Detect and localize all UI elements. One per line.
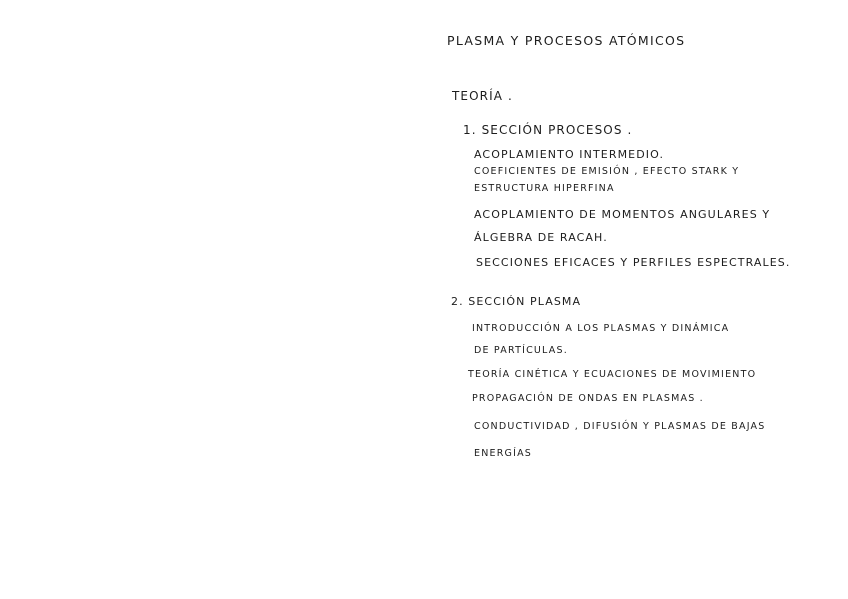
section1-line: ACOPLAMIENTO INTERMEDIO. <box>474 148 665 161</box>
section2-line: TEORÍA CINÉTICA Y ECUACIONES DE MOVIMIENTO <box>468 369 757 380</box>
section2-line: ENERGÍAS <box>474 448 533 459</box>
section1-line: ACOPLAMIENTO DE MOMENTOS ANGULARES Y <box>474 208 771 221</box>
section2-line: PROPAGACIÓN DE ONDAS EN PLASMAS . <box>472 393 704 404</box>
section1-heading: 1. SECCIÓN PROCESOS . <box>463 123 633 137</box>
theory-heading: TEORÍA . <box>452 89 513 103</box>
section1-line: SECCIONES EFICACES Y PERFILES ESPECTRALES. <box>476 256 791 269</box>
section1-line: ESTRUCTURA HIPERFINA <box>474 183 615 194</box>
section2-heading: 2. SECCIÓN PLASMA <box>451 295 582 308</box>
section2-line: INTRODUCCIÓN A LOS PLASMAS Y DINÁMICA <box>472 323 730 334</box>
section2-line: CONDUCTIVIDAD , DIFUSIÓN Y PLASMAS DE BAJAS <box>474 421 766 432</box>
section2-line: DE PARTÍCULAS. <box>474 345 568 356</box>
section1-line: COEFICIENTES DE EMISIÓN , EFECTO STARK Y <box>474 166 740 177</box>
section1-line: ÁLGEBRA DE RACAH. <box>474 231 608 244</box>
page-title: PLASMA Y PROCESOS ATÓMICOS <box>447 33 686 48</box>
